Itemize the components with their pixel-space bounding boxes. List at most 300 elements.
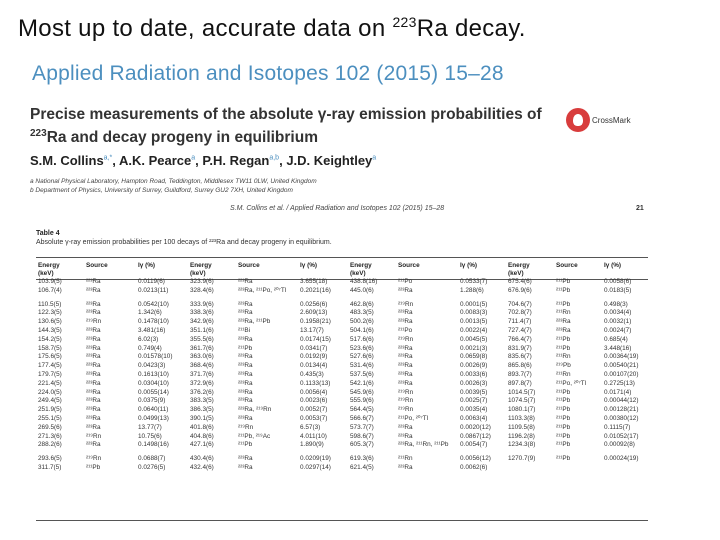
table-cell: 255.1(5) bbox=[38, 414, 62, 422]
author-affiliation-mark: a,* bbox=[103, 154, 113, 162]
table-cell: ²²³Ra bbox=[238, 463, 253, 471]
table-row bbox=[36, 371, 648, 380]
table-cell: 1.288(6) bbox=[460, 286, 484, 294]
table-cell: 1234.3(8) bbox=[508, 441, 536, 449]
table-cell: ²²³Ra bbox=[398, 344, 413, 352]
table-cell: 542.1(6) bbox=[350, 379, 374, 387]
table-cell: ²¹¹Pb bbox=[556, 300, 571, 308]
table-cell: 0.0304(10) bbox=[138, 379, 169, 387]
table-cell: ²¹¹Pb bbox=[556, 441, 571, 449]
table-row bbox=[36, 433, 648, 442]
table-cell: 0.0867(12) bbox=[460, 432, 491, 440]
slide-title-superscript: 223 bbox=[392, 14, 417, 30]
table-row bbox=[36, 345, 648, 354]
table-cell: 0.0533(7) bbox=[460, 278, 488, 285]
emission-table bbox=[36, 262, 648, 473]
table-cell: ²¹¹Pb bbox=[556, 414, 571, 422]
table-cell: 0.1478(10) bbox=[138, 318, 169, 326]
author-name[interactable]: A.K. Pearce bbox=[118, 153, 192, 168]
table-cell: 328.4(6) bbox=[190, 286, 214, 294]
table-cell: 154.2(5) bbox=[38, 335, 62, 343]
table-cell: ²¹⁹Rn bbox=[238, 423, 254, 431]
table-cell: 621.4(5) bbox=[350, 463, 374, 471]
page-number: 21 bbox=[636, 205, 644, 212]
table-cell: ²²³Ra bbox=[398, 362, 413, 370]
table-cell: 711.4(7) bbox=[508, 318, 532, 326]
table-cell: ²¹¹Pb bbox=[556, 432, 571, 440]
table-row bbox=[36, 464, 648, 473]
paper-title-superscript: 223 bbox=[30, 128, 47, 139]
column-header: Source bbox=[556, 262, 578, 269]
table-cell: 0.00092(8) bbox=[604, 441, 635, 449]
table-cell: ²²³Ra bbox=[398, 370, 413, 378]
table-cell: ²¹¹Pb bbox=[556, 423, 571, 431]
affiliation-line: b Department of Physics, University of Surrey, Guildford, Surrey GU2 7XH, United Kingdom bbox=[30, 187, 293, 194]
table-row bbox=[36, 397, 648, 406]
table-cell: ²²³Ra bbox=[238, 353, 253, 361]
table-cell: 249.4(5) bbox=[38, 397, 62, 405]
table-cell: ²¹⁹Rn bbox=[86, 318, 102, 326]
table-cell: 175.6(5) bbox=[38, 353, 62, 361]
table-cell: 555.9(6) bbox=[350, 397, 374, 405]
table-cell: 288.2(6) bbox=[38, 441, 62, 449]
table-cell: 221.4(5) bbox=[38, 379, 62, 387]
table-top-rule bbox=[36, 257, 648, 258]
table-cell: 179.7(5) bbox=[38, 370, 62, 378]
table-row bbox=[36, 441, 648, 450]
table-cell bbox=[554, 464, 602, 473]
table-cell: 0.0297(14) bbox=[300, 463, 331, 471]
table-cell: 0.1613(10) bbox=[138, 370, 169, 378]
table-cell: 0.0022(4) bbox=[460, 326, 488, 334]
table-cell: ²²³Ra bbox=[238, 362, 253, 370]
table-cell: 675.4(6) bbox=[508, 278, 532, 285]
table-cell: 0.00540(21) bbox=[604, 362, 639, 370]
table-cell: 0.435(3) bbox=[300, 370, 324, 378]
table-cell: 1109.5(8) bbox=[508, 423, 535, 431]
table-cell: 401.8(6) bbox=[190, 423, 214, 431]
table-cell: ²¹⁹Rn bbox=[86, 455, 102, 463]
table-row bbox=[36, 318, 648, 327]
table-cell: 766.4(7) bbox=[508, 335, 532, 343]
crossmark-label[interactable]: CrossMark bbox=[592, 116, 631, 125]
table-cell: 0.0052(7) bbox=[300, 406, 328, 414]
table-cell: ²²³Ra, ²¹⁹Rn bbox=[238, 406, 272, 414]
table-cell: 0.0256(6) bbox=[300, 300, 328, 308]
table-cell: ²¹⁹Rn bbox=[86, 432, 102, 440]
table-row bbox=[36, 327, 648, 336]
table-cell: 404.8(6) bbox=[190, 432, 214, 440]
table-cell: ²²³Ra bbox=[398, 379, 413, 387]
table-cell: ²¹¹Rn bbox=[556, 309, 571, 317]
table-cell: 0.0053(7) bbox=[300, 414, 328, 422]
table-cell: 13.17(7) bbox=[300, 326, 324, 334]
table-cell: ²²³Ra bbox=[238, 278, 253, 285]
paper-title-line1: Precise measurements of the absolute γ-ray emission probabilities of bbox=[30, 106, 542, 123]
table-cell: 0.0054(7) bbox=[460, 441, 488, 449]
table-row bbox=[36, 380, 648, 389]
table-cell: 3.655(18) bbox=[300, 278, 328, 285]
table-cell: 545.9(6) bbox=[350, 388, 374, 396]
table-cell: ²¹¹Po bbox=[398, 278, 413, 285]
table-cell: 500.2(6) bbox=[350, 318, 374, 326]
table-cell: 1014.5(7) bbox=[508, 388, 536, 396]
table-cell: 865.8(6) bbox=[508, 362, 532, 370]
table-caption: Absolute γ-ray emission probabilities per 100 decays of ²²³Ra and decay progeny in equilibrium. bbox=[36, 239, 332, 246]
column-header: Iγ (%) bbox=[300, 262, 318, 269]
table-cell: ²¹¹Pb bbox=[556, 344, 571, 352]
table-cell: 0.0688(7) bbox=[138, 455, 166, 463]
table-cell: ²¹¹Pb bbox=[556, 335, 571, 343]
table-cell: 363.0(6) bbox=[190, 353, 214, 361]
table-cell: 0.0056(4) bbox=[300, 388, 328, 396]
table-cell: 0.0023(6) bbox=[300, 397, 328, 405]
table-row bbox=[36, 296, 648, 310]
table-cell: 1196.2(8) bbox=[508, 432, 535, 440]
column-header: Source bbox=[86, 262, 108, 269]
table-cell: ²²³Ra bbox=[398, 463, 413, 471]
table-cell: 537.5(6) bbox=[350, 370, 374, 378]
table-cell: ²²³Ra bbox=[398, 432, 413, 440]
table-cell: 897.8(7) bbox=[508, 379, 532, 387]
table-row bbox=[36, 362, 648, 371]
table-cell: 0.0183(5) bbox=[604, 286, 632, 294]
table-cell: 0.0020(12) bbox=[460, 423, 491, 431]
table-cell: 0.01052(17) bbox=[604, 432, 639, 440]
table-cell: 0.0423(3) bbox=[138, 362, 166, 370]
table-cell: ²¹¹Pb bbox=[86, 463, 101, 471]
table-cell: 0.0026(3) bbox=[460, 379, 488, 387]
table-cell: ²²³Ra bbox=[238, 309, 253, 317]
table-cell: 10.75(6) bbox=[138, 432, 162, 440]
table-row bbox=[36, 336, 648, 345]
author-affiliation-mark: a bbox=[191, 154, 196, 162]
table-cell: 504.1(6) bbox=[350, 326, 374, 334]
table-cell: ²²³Ra bbox=[86, 397, 101, 405]
table-cell: ²²³Ra bbox=[238, 414, 253, 422]
table-cell: ²¹¹Pb bbox=[556, 397, 571, 405]
table-cell: 0.0025(7) bbox=[460, 397, 488, 405]
table-cell: ²²³Ra bbox=[398, 353, 413, 361]
slide-title-text: Most up to date, accurate data on bbox=[18, 15, 393, 42]
table-cell: ²¹¹Rn bbox=[556, 353, 571, 361]
table-cell: 0.0213(11) bbox=[138, 286, 169, 294]
author-name[interactable]: J.D. Keightley bbox=[286, 153, 373, 168]
table-cell: ²¹⁹Rn bbox=[398, 300, 414, 308]
table-cell: ²¹⁹Pb bbox=[556, 362, 571, 370]
table-cell: 269.5(6) bbox=[38, 423, 62, 431]
table-cell: 0.0034(4) bbox=[604, 309, 632, 317]
table-cell: 0.0542(10) bbox=[138, 300, 169, 308]
table-cell: ²²³Ra bbox=[238, 397, 253, 405]
table-cell: 564.4(5) bbox=[350, 406, 374, 414]
table-cell: ²²³Ra bbox=[398, 286, 413, 294]
table-cell: 0.0341(7) bbox=[300, 344, 328, 352]
table-cell: ²²³Ra bbox=[86, 423, 101, 431]
table-cell: ²¹⁹Rn bbox=[398, 397, 414, 405]
table-cell: ²²³Ra bbox=[86, 388, 101, 396]
table-cell: 6.57(3) bbox=[300, 423, 321, 431]
table-cell: 1.890(9) bbox=[300, 441, 324, 449]
table-cell: ²²³Ra bbox=[398, 423, 413, 431]
table-cell: 527.6(6) bbox=[350, 353, 374, 361]
table-cell: ²²³Ra bbox=[86, 441, 101, 449]
table-cell: ²¹⁹Rn bbox=[398, 335, 414, 343]
table-cell: ²¹¹Pb bbox=[238, 344, 253, 352]
running-head: S.M. Collins et al. / Applied Radiation and Isotopes 102 (2015) 15–28 bbox=[230, 205, 445, 212]
table-cell: 0.2021(16) bbox=[300, 286, 331, 294]
table-cell: 0.0033(6) bbox=[460, 370, 488, 378]
table-cell: 390.1(5) bbox=[190, 414, 214, 422]
table-cell: 0.0032(1) bbox=[604, 318, 632, 326]
table-cell: 110.5(5) bbox=[38, 300, 62, 308]
table-cell: ²²³Ra bbox=[86, 406, 101, 414]
table-cell: ²¹¹Pb bbox=[556, 455, 571, 463]
table-bottom-rule bbox=[36, 520, 648, 521]
table-cell: 566.6(7) bbox=[350, 414, 374, 422]
table-cell: 0.1498(16) bbox=[138, 441, 169, 449]
table-cell: 130.6(5) bbox=[38, 318, 62, 326]
table-cell: 386.3(5) bbox=[190, 406, 214, 414]
table-cell: 0.1958(21) bbox=[300, 318, 331, 326]
author-affiliation-mark: a bbox=[372, 154, 377, 162]
table-cell: 355.5(6) bbox=[190, 335, 214, 343]
author-name[interactable]: S.M. Collins bbox=[30, 153, 104, 168]
table-cell: 0.0062(6) bbox=[460, 463, 488, 471]
table-cell: 727.4(7) bbox=[508, 326, 532, 334]
table-cell: 361.7(6) bbox=[190, 344, 214, 352]
table-cell: 605.3(7) bbox=[350, 441, 374, 449]
table-cell: 573.7(7) bbox=[350, 423, 374, 431]
table-cell: 1074.5(7) bbox=[508, 397, 536, 405]
table-cell: ²²³Ra bbox=[86, 286, 101, 294]
table-cell: 224.0(5) bbox=[38, 388, 62, 396]
table-cell: 0.0134(4) bbox=[300, 362, 328, 370]
table-cell: 0.0035(4) bbox=[460, 406, 488, 414]
table-cell: 13.77(7) bbox=[138, 423, 162, 431]
table-cell: ²²³Ra bbox=[238, 455, 253, 463]
table-cell: ²²³Ra bbox=[86, 379, 101, 387]
table-cell bbox=[506, 464, 554, 473]
table-cell: 0.0659(8) bbox=[460, 353, 488, 361]
table-cell: 0.1115(7) bbox=[604, 423, 631, 431]
column-header: Source bbox=[238, 262, 260, 269]
table-cell: 432.4(6) bbox=[190, 463, 214, 471]
table-cell: 368.4(6) bbox=[190, 362, 214, 370]
column-header: Energy (keV) bbox=[508, 262, 530, 277]
table-label: Table 4 bbox=[36, 230, 60, 237]
table-cell: 158.7(5) bbox=[38, 344, 62, 352]
table-cell: 0.1133(13) bbox=[300, 379, 331, 387]
table-cell: 251.9(5) bbox=[38, 406, 62, 414]
paper-title bbox=[30, 105, 550, 147]
author-list: S.M. Collins$^{a,*}$, A.K. Pearce$^a$, P.H. Regan$^{a,b}$, J.D. Keightley$^a$ bbox=[30, 153, 377, 168]
table-cell: 323.9(6) bbox=[190, 278, 214, 285]
table-cell: 438.8(16) bbox=[350, 278, 378, 285]
table-cell: 531.4(6) bbox=[350, 362, 374, 370]
table-cell: 0.0058(6) bbox=[604, 278, 632, 285]
table-cell: 0.00024(19) bbox=[604, 455, 639, 463]
table-cell: 2.609(13) bbox=[300, 309, 328, 317]
table-cell: 338.3(6) bbox=[190, 309, 214, 317]
table-cell: ²¹¹Pb bbox=[556, 286, 571, 294]
table-cell: ²¹⁹Rn bbox=[398, 388, 414, 396]
table-cell: 0.0045(5) bbox=[460, 335, 488, 343]
table-cell: ²²³Ra, ²¹¹Pb bbox=[238, 318, 271, 326]
table-cell: 144.3(5) bbox=[38, 326, 62, 334]
table-cell: 445.0(6) bbox=[350, 286, 374, 294]
table-cell: 523.6(6) bbox=[350, 344, 374, 352]
table-cell: 0.0375(9) bbox=[138, 397, 166, 405]
table-row bbox=[36, 415, 648, 424]
column-header: Iγ (%) bbox=[460, 262, 478, 269]
table-cell: 1080.1(7) bbox=[508, 406, 536, 414]
table-cell bbox=[602, 464, 648, 473]
table-cell: ²²³Ra, ²¹¹Po, ²⁰⁷Tl bbox=[238, 286, 287, 294]
table-cell: 1.342(6) bbox=[138, 309, 162, 317]
table-cell: 0.00380(12) bbox=[604, 414, 639, 422]
table-row bbox=[36, 287, 648, 296]
affiliation-line: a National Physical Laboratory, Hampton Road, Teddington, Middlesex TW11 0LW, United Kingdom bbox=[30, 178, 317, 185]
table-cell: 0.0026(9) bbox=[460, 362, 488, 370]
table-header-row bbox=[36, 262, 648, 278]
table-cell: 0.0063(4) bbox=[460, 414, 488, 422]
table-cell: 0.00364(19) bbox=[604, 353, 639, 361]
paper-title-line2: Ra and decay progeny in equilibrium bbox=[46, 129, 318, 147]
table-cell: ²²³Ra bbox=[238, 379, 253, 387]
table-cell: 462.8(6) bbox=[350, 300, 374, 308]
table-row bbox=[36, 450, 648, 464]
table-cell: 598.6(7) bbox=[350, 432, 374, 440]
table-row bbox=[36, 353, 648, 362]
table-cell: 0.0039(5) bbox=[460, 388, 488, 396]
table-cell: ²¹¹Pb bbox=[556, 406, 571, 414]
table-cell: 893.7(7) bbox=[508, 370, 532, 378]
table-cell: 311.7(5) bbox=[38, 463, 62, 471]
table-cell: 271.3(6) bbox=[38, 432, 62, 440]
slide-title-end: Ra decay. bbox=[416, 15, 526, 42]
table-cell: 4.011(10) bbox=[300, 432, 327, 440]
table-cell: ²¹¹Pb bbox=[238, 441, 253, 449]
table-cell: 0.0276(5) bbox=[138, 463, 166, 471]
table-cell: 0.0171(4) bbox=[604, 388, 632, 396]
table-cell: 0.01578(10) bbox=[138, 353, 173, 361]
table-cell: 6.02(3) bbox=[138, 335, 159, 343]
table-cell: 122.3(5) bbox=[38, 309, 62, 317]
table-cell: 0.0055(14) bbox=[138, 388, 169, 396]
table-cell: 177.4(5) bbox=[38, 362, 62, 370]
table-body bbox=[36, 278, 648, 473]
table-row bbox=[36, 389, 648, 398]
table-cell: 704.6(7) bbox=[508, 300, 532, 308]
table-cell: ²¹¹Bi bbox=[238, 326, 251, 334]
table-cell: 0.00107(20) bbox=[604, 370, 639, 378]
table-cell: 430.4(6) bbox=[190, 455, 214, 463]
crossmark-icon[interactable] bbox=[566, 108, 590, 132]
table-cell: ²²³Ra bbox=[86, 414, 101, 422]
table-row bbox=[36, 424, 648, 433]
table-cell: ²¹¹Po, ²⁰⁷Tl bbox=[398, 414, 429, 422]
column-header: Source bbox=[398, 262, 420, 269]
author-affiliation-mark: a,b bbox=[269, 154, 280, 162]
table-cell: ²²³Ra bbox=[398, 318, 413, 326]
table-cell: 0.0056(12) bbox=[460, 455, 491, 463]
table-cell: 517.6(6) bbox=[350, 335, 374, 343]
table-cell: 427.1(6) bbox=[190, 441, 214, 449]
table-cell: 376.2(6) bbox=[190, 388, 214, 396]
slide-title bbox=[18, 14, 526, 43]
table-cell: 0.0499(13) bbox=[138, 414, 169, 422]
table-cell: 1103.3(8) bbox=[508, 414, 535, 422]
table-row bbox=[36, 406, 648, 415]
table-cell: 342.9(6) bbox=[190, 318, 214, 326]
journal-citation[interactable]: Applied Radiation and Isotopes 102 (2015) 15–28 bbox=[32, 62, 504, 85]
column-header: Energy (keV) bbox=[350, 262, 372, 277]
table-cell: 0.0174(15) bbox=[300, 335, 331, 343]
table-cell: ²²³Ra, ²¹¹Rn, ²¹¹Pb bbox=[398, 441, 449, 449]
column-header: Iγ (%) bbox=[604, 262, 622, 269]
table-cell: ²²³Ra bbox=[86, 335, 101, 343]
table-cell: 371.7(6) bbox=[190, 370, 214, 378]
table-cell: 619.3(6) bbox=[350, 455, 374, 463]
table-cell: ²¹¹Rn bbox=[398, 455, 413, 463]
table-cell: 0.749(4) bbox=[138, 344, 162, 352]
table-cell: ²¹¹Pb bbox=[556, 388, 571, 396]
table-cell: ²¹⁹Rn bbox=[398, 406, 414, 414]
table-cell: 483.3(5) bbox=[350, 309, 374, 317]
table-cell: ²¹¹Pb bbox=[556, 278, 571, 285]
table-cell: 0.00044(12) bbox=[604, 397, 639, 405]
table-cell: 0.0119(6) bbox=[138, 278, 165, 285]
table-cell: ²¹¹Pb, ²¹⁹Ac bbox=[238, 432, 271, 440]
table-cell: ²²³Ra bbox=[238, 388, 253, 396]
table-cell: ²²³Ra bbox=[238, 300, 253, 308]
table-cell: ²²³Ra bbox=[86, 362, 101, 370]
table-cell: 351.1(6) bbox=[190, 326, 214, 334]
table-cell: 3.481(16) bbox=[138, 326, 166, 334]
table-cell: ²²³Ra bbox=[86, 370, 101, 378]
table-cell: ²¹¹Po bbox=[398, 326, 413, 334]
table-cell: 0.00128(21) bbox=[604, 406, 639, 414]
table-cell: 0.0192(9) bbox=[300, 353, 328, 361]
table-cell: 106.7(4) bbox=[38, 286, 62, 294]
table-cell: 0.498(3) bbox=[604, 300, 628, 308]
table-cell: 0.685(4) bbox=[604, 335, 628, 343]
table-cell: 0.2725(13) bbox=[604, 379, 635, 387]
table-cell: 1270.7(9) bbox=[508, 455, 536, 463]
column-header: Iγ (%) bbox=[138, 262, 156, 269]
table-cell: 702.8(7) bbox=[508, 309, 532, 317]
column-header: Energy (keV) bbox=[38, 262, 60, 277]
column-header: Energy (keV) bbox=[190, 262, 212, 277]
table-cell: 0.0209(19) bbox=[300, 455, 331, 463]
table-cell: 3.448(16) bbox=[604, 344, 632, 352]
table-cell: 676.9(6) bbox=[508, 286, 532, 294]
table-cell: 0.0013(5) bbox=[460, 318, 488, 326]
table-cell: 383.3(5) bbox=[190, 397, 214, 405]
table-cell: ²²³Ra bbox=[86, 300, 101, 308]
table-cell: ²¹¹Po, ²⁰⁷Tl bbox=[556, 379, 587, 387]
table-cell: ²²³Ra bbox=[238, 335, 253, 343]
table-cell: ²²³Ra bbox=[86, 309, 101, 317]
table-cell: 372.9(6) bbox=[190, 379, 214, 387]
table-cell: ²²³Ra bbox=[556, 318, 571, 326]
author-name[interactable]: P.H. Regan bbox=[202, 153, 270, 168]
table-cell: 0.0001(5) bbox=[460, 300, 488, 308]
table-cell: ²¹¹Rn bbox=[556, 370, 571, 378]
table-cell: 0.0640(11) bbox=[138, 406, 169, 414]
table-cell: 0.0021(3) bbox=[460, 344, 488, 352]
